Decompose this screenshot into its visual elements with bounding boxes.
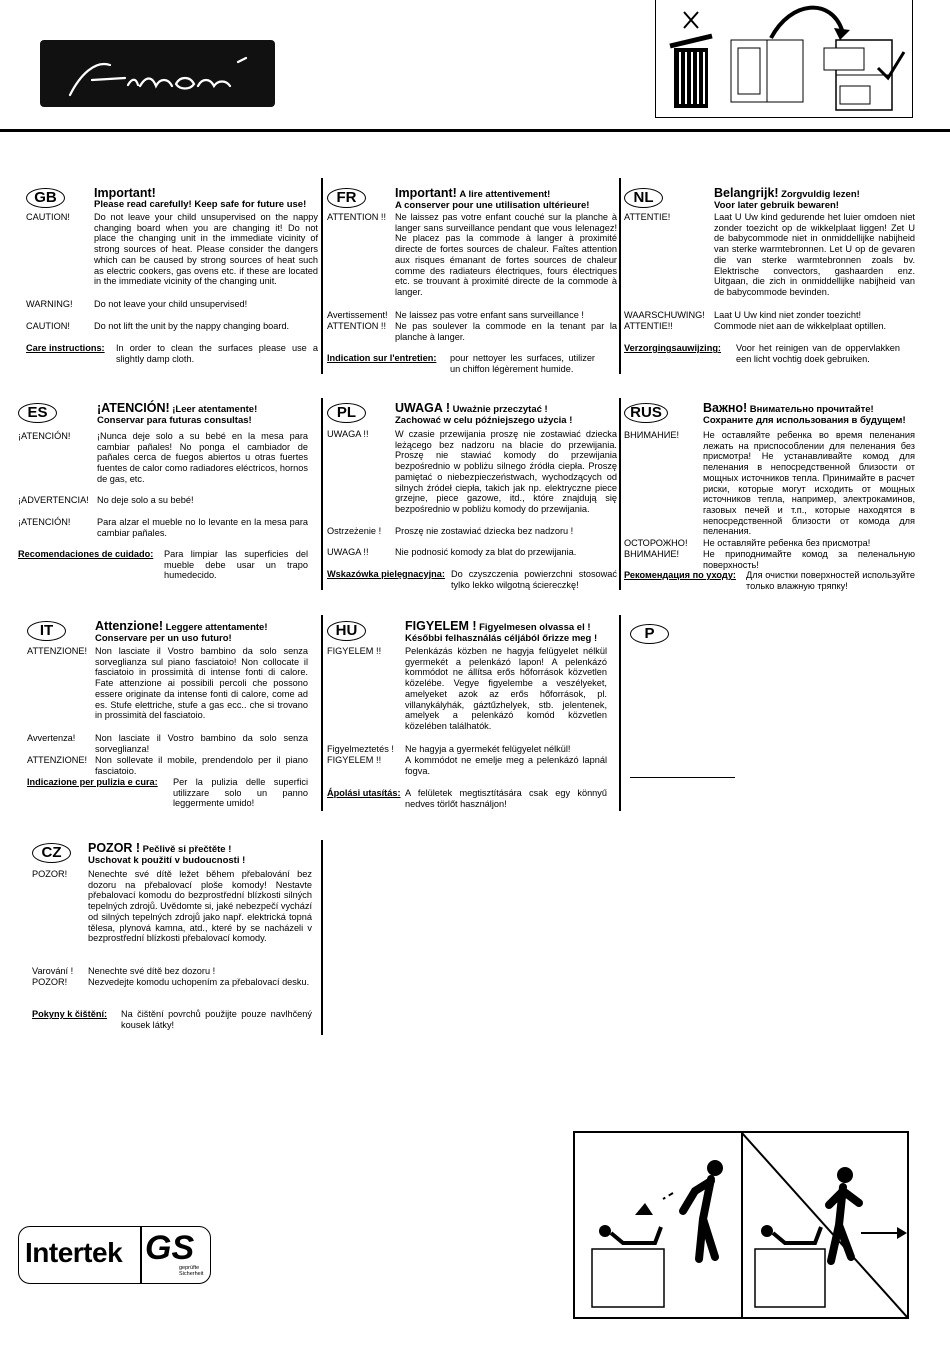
attention-label: ATTENTIE! <box>624 212 671 222</box>
section-subtitle: Későbbi felhasználás céljából őrizze meg ! <box>405 632 598 644</box>
section-title-small: Leggere attentamente! <box>165 622 268 633</box>
caution-text: Do not leave your child unsupervised on the nappy changing board when you are changing it! Do not place the changing unit in the immediate vicinity of strong sources of heat. Please consider the dangers which can be caused by strong sources of heat such as electric cookers, gas ovens etc. if these are located in the immediate vicinity of the changing unit. <box>94 212 318 287</box>
warning-label: Avertissement! <box>327 310 388 320</box>
warning-label: ОСТОРОЖНО! <box>624 538 688 548</box>
finori-signature-icon <box>40 40 275 107</box>
section-title: Attenzione! <box>95 619 164 633</box>
column-divider <box>619 178 621 374</box>
section-heading <box>395 188 617 211</box>
section-title: UWAGA ! <box>395 401 451 415</box>
certifier-name: Intertek <box>25 1237 123 1268</box>
section-heading <box>405 621 607 644</box>
section-heading <box>94 188 318 210</box>
section-heading <box>714 188 915 211</box>
section-es <box>18 403 318 589</box>
attention-label: ВНИМАНИЕ! <box>624 430 680 440</box>
care-text: In order to clean the surfaces please use a slightly damp cloth. <box>116 343 318 364</box>
language-code-badge: ES <box>18 403 57 423</box>
section-rus <box>624 403 915 589</box>
gs-caption: geprüfte Sicherheit <box>179 1265 204 1277</box>
attention-text: W czasie przewijania proszę nie zostawiać dziecka leżącego bez nadzoru na blacie do przewijania. Proszę nie stawiać komody do przewijania bezpośrednio w pobliżu silnego źródła ciepła. Proszę pamiętać o niebezpieczeństwach, wychodzących od silnych źródeł ciepła, takich jak np. elektryczne piece grzejne, piece gazowe, itd., które znajdują się bezpośrednio w pobliżu komody do przewijania. <box>395 429 617 514</box>
section-subtitle: Conservare per un uso futuro! <box>95 632 232 644</box>
language-code-badge: PL <box>327 403 366 423</box>
section-title-small: Внимательно прочитайте! <box>749 404 874 415</box>
attention-text: Nezvedejte komodu uchopením za přebalovací desku. <box>88 977 310 987</box>
section-title: Important! <box>395 186 457 200</box>
warning-text: No deje solo a su bebé! <box>97 495 194 505</box>
warning-label: Varování ! <box>32 966 74 976</box>
care-text: Voor het reinigen van de oppervlakken een licht vochtig doek gebruiken. <box>736 343 900 364</box>
attention-label: ATTENZIONE! <box>27 755 88 765</box>
language-code-badge: P <box>630 624 669 644</box>
warning-text: Ne hagyja a gyermekét felügyelet nélkül! <box>405 744 571 754</box>
attention-text: Nie podnosić komody za blat do przewijania. <box>395 547 577 557</box>
attention-text: Non sollevate il mobile, prendendolo per il piano fasciatoio. <box>95 755 308 776</box>
attention-text: Para alzar el mueble no lo levante en la mesa para cambiar pañales. <box>97 517 308 538</box>
brand-logo <box>40 40 275 107</box>
section-title: ¡ATENCIÓN! <box>97 401 170 415</box>
attention-text: Non lasciate il Vostro bambino da solo senza sorveglianza sul piano fasciatoio! Non collocate il fasciatoio in prossimità di intense fonti di calore. Fate attenzione ai possibili percoli che possono essere originate da intense fonti di calore, come ad es. Stufe elettriche, stufe a gas ecc.. che si trovano in prossimità del fasciatoio. <box>95 646 308 721</box>
caution-label: CAUTION! <box>26 321 70 331</box>
attention-label: UWAGA !! <box>327 429 369 439</box>
warning-label: ¡ADVERTENCIA! <box>18 495 89 505</box>
section-hu <box>327 621 607 809</box>
warning-label: Figyelmeztetés ! <box>327 744 394 754</box>
column-divider <box>321 840 323 1035</box>
section-subtitle: Uschovat k použití v budoucnosti ! <box>88 854 246 866</box>
attention-label: POZOR! <box>32 977 68 987</box>
trash-bin-crossed-icon <box>670 12 712 108</box>
section-subtitle: Сохраните для использования в будущем! <box>703 414 906 426</box>
section-heading <box>95 621 308 644</box>
attention-label: ¡ATENCIÓN! <box>18 431 71 441</box>
warning-text: Non lasciate il Vostro bambino da solo senza sorveglianza! <box>95 733 308 754</box>
column-divider <box>321 178 323 374</box>
section-heading <box>703 403 915 426</box>
care-text: Do czyszczenia powierzchni stosować tylko lekko wilgotną ściereczkę! <box>451 569 617 590</box>
attention-label: ATTENZIONE! <box>27 646 88 656</box>
warning-label: WAARSCHUWING! <box>624 310 705 320</box>
section-subtitle: A conserver pour une utilisation ultérieure! <box>395 199 590 211</box>
warning-text: Nenechte své dítě bez dozoru ! <box>88 966 216 976</box>
language-code-badge: CZ <box>32 843 71 863</box>
section-subtitle: Voor later gebruik bewaren! <box>714 199 839 211</box>
column-divider <box>321 615 323 811</box>
attention-label: FIGYELEM !! <box>327 646 382 656</box>
column-divider <box>321 398 323 590</box>
drawer-unit-icon <box>824 40 892 110</box>
section-title-small: Uważnie przeczytać ! <box>452 404 548 415</box>
attention-text: Pelenkázás közben ne hagyja felügyelet nélkül gyermekét a pelenkázó lapon! A pelenkázó kommódot ne állítsa erős hőforrások közvetlen közelébe. Vegye figyelembe a veszélyeket, amelyeket azok az erős hőforrások, pl. villanykályhák, gáztűzhelyek, stb. jelentenek, amelyek a pelenkázó komód közvetlen közelében találhatók. <box>405 646 607 731</box>
section-nl <box>624 188 915 373</box>
attention-label: FIGYELEM !! <box>327 755 382 765</box>
attention-text: Не оставляйте ребенка во время пеленания лежать на приспособлении для пеленания без присмотра! Не устанавливайте комод для пеленания в непосредственной близости от мощных источников тепла. Принимайте в расчет риски, которые могут исходить от мощных источников тепла, например, электрокаминов, газовых печей и т.п., которые находятся в непосредственной близости от комода для пеленания. <box>703 430 915 537</box>
warning-text: Proszę nie zostawiać dziecka bez nadzoru ! <box>395 526 574 536</box>
language-code-badge: FR <box>327 188 366 208</box>
checkmark-icon <box>878 52 904 78</box>
attention-label: UWAGA !! <box>327 547 369 557</box>
care-label: Indication sur l'entretien: <box>327 353 437 363</box>
attention-text: A kommódot ne emelje meg a pelenkázó lapnál fogva. <box>405 755 607 776</box>
care-label: Wskazówka pielęgnacyjna: <box>327 569 445 579</box>
warning-text: Laat U Uw kind niet zonder toezicht! <box>714 310 862 320</box>
warning-label: WARNING! <box>26 299 73 309</box>
section-title-small: Pečlivě si přečtěte ! <box>142 844 232 855</box>
care-label: Ápolási utasítás: <box>327 788 401 798</box>
attention-text: ¡Nunca deje solo a su bebé en la mesa para cambiar pañales! No ponga el cambiador de pañales cerca de fuegos abiertos u otras fuertes fuentes de calor como radiadores eléctricos, hornos de gas, etc. <box>97 431 308 484</box>
care-label: Verzorgingsauwijzing: <box>624 343 721 353</box>
care-label: Indicazione per pulizia e cura: <box>27 777 158 787</box>
warning-label: Ostrzeżenie ! <box>327 526 382 536</box>
warning-text: Do not leave your child unsupervised! <box>94 299 248 309</box>
section-title: POZOR ! <box>88 841 141 855</box>
attention-label: POZOR! <box>32 869 68 879</box>
section-cz <box>32 843 312 1033</box>
section-subtitle: Please read carefully! Keep safe for future use! <box>94 198 307 210</box>
section-title-small: A lire attentivement! <box>459 189 551 200</box>
care-text: pour nettoyer les surfaces, utilizer un chiffon légèrement humide. <box>450 353 595 374</box>
care-text: A felületek megtisztítására csak egy könnyű nedves törlőt használjon! <box>405 788 607 809</box>
section-heading <box>97 403 318 426</box>
section-subtitle: Zachować w celu późniejszego użycia ! <box>395 414 573 426</box>
care-text: Для очистки поверхностей используйте только влажную тряпку! <box>746 570 915 591</box>
care-label: Рекомендация по уходу: <box>624 570 736 580</box>
attention-label: ¡ATENCIÓN! <box>18 517 71 527</box>
section-heading <box>395 403 617 426</box>
signature-line <box>630 777 735 778</box>
attention-text: Ne laissez pas votre enfant couché sur la planche à langer sans surveillance pendant que vous lelenagez! Ne placez pas la commode à langer à proximité directe de fortes sources de chaleur. Faîtes attention aux risques émanant de fortes sources de chaleur comme des radiateurs électriques, fours électriques etc. se trouvant à proximité directe de la commode à langer. <box>395 212 617 297</box>
attention-text: Ne pas soulever la commode en la tenant par la planche à langer. <box>395 321 617 342</box>
attention-text: Не приподнимайте комод за пеленальную поверхность! <box>703 549 915 570</box>
care-text: Na čištění povrchů použijte pouze navlhčený kousek látky! <box>121 1009 312 1030</box>
attention-label: ATTENTION !! <box>327 321 387 331</box>
open-cabinet-icon <box>731 40 803 102</box>
column-divider <box>619 615 621 811</box>
section-title: Belangrijk! <box>714 186 779 200</box>
intertek-gs-certification <box>18 1226 211 1284</box>
attention-label: ATTENTION !! <box>327 212 387 222</box>
language-code-badge: RUS <box>624 403 668 423</box>
language-code-badge: GB <box>26 188 65 208</box>
section-title-small: Figyelmesen olvassa el ! <box>479 622 591 633</box>
arrow-icon <box>771 8 842 38</box>
care-label: Pokyny k čištění: <box>32 1009 108 1019</box>
warning-text: Ne laissez pas votre enfant sans surveillance ! <box>395 310 584 320</box>
section-subtitle: Conservar para futuras consultas! <box>97 414 252 426</box>
place-baby-wrong-crossed-icon <box>742 1133 907 1317</box>
attention-text: Commode niet aan de wikkelplaat optillen. <box>714 321 887 331</box>
care-text: Para limpiar las superficies del mueble debe usar un trapo humedecido. <box>164 549 308 581</box>
caution-text: Do not lift the unit by the nappy changing board. <box>94 321 290 331</box>
section-title: FIGYELEM ! <box>405 619 477 633</box>
language-code-badge: IT <box>27 621 66 641</box>
section-gb <box>26 188 318 373</box>
column-divider <box>619 398 621 590</box>
section-it <box>27 621 308 809</box>
attention-label: ВНИМАНИЕ! <box>624 549 680 559</box>
section-title-small: Zorgvuldig lezen! <box>781 189 860 200</box>
section-p <box>630 624 750 784</box>
section-fr <box>327 188 617 373</box>
attention-label: ATTENTIE!! <box>624 321 673 331</box>
care-label: Recomendaciones de cuidado: <box>18 549 154 559</box>
section-title: Important! <box>94 186 156 200</box>
usage-pictogram <box>573 1131 909 1319</box>
place-baby-correct-icon <box>592 1160 723 1307</box>
warning-label: Avvertenza! <box>27 733 76 743</box>
section-pl <box>327 403 617 589</box>
gs-mark-icon: GS <box>145 1229 195 1267</box>
warning-text: Не оставляйте ребенка без присмотра! <box>703 538 871 548</box>
section-heading <box>88 843 312 866</box>
caution-label: CAUTION! <box>26 212 70 222</box>
care-text: Per la pulizia delle superfici utilizzare solo un panno leggermente umido! <box>173 777 308 809</box>
language-code-badge: NL <box>624 188 663 208</box>
header-divider <box>0 129 950 132</box>
section-title: Важно! <box>703 401 748 415</box>
attention-text: Laat U Uw kind gedurende het luier omdoen niet zonder toezicht op de wikkelplaat liggen! Zet U de babycommode niet in onmiddellijke nabijheid van sterke warmtebronnen. Let U op de gevaren die van sterke warmtebronnen zoals bv. Elektrische convectors, gashaarden enz. Uitgaan, die zich in onmiddellijke nabijheid van de babycommode bevinden. <box>714 212 915 297</box>
assembly-hint-box <box>655 0 913 118</box>
attention-text: Nenechte své dítě ležet během přebalování bez dozoru na přebalovací ploše komody! Nestavte přebalovací komodu do bezprostřední blízkosti silných tepelných zdrojů. Uvědomte si, jaké nebezpečí vychází od silných tepelných zdrojů jako např. elektrická topná tělesa, plynová kamna, atd., které by se nacházeli v bezprostřední blízkosti přebalovací komody. <box>88 869 312 944</box>
language-code-badge: HU <box>327 621 366 641</box>
care-label: Care instructions: <box>26 343 105 353</box>
section-title-small: ¡Leer atentamente! <box>172 404 258 415</box>
